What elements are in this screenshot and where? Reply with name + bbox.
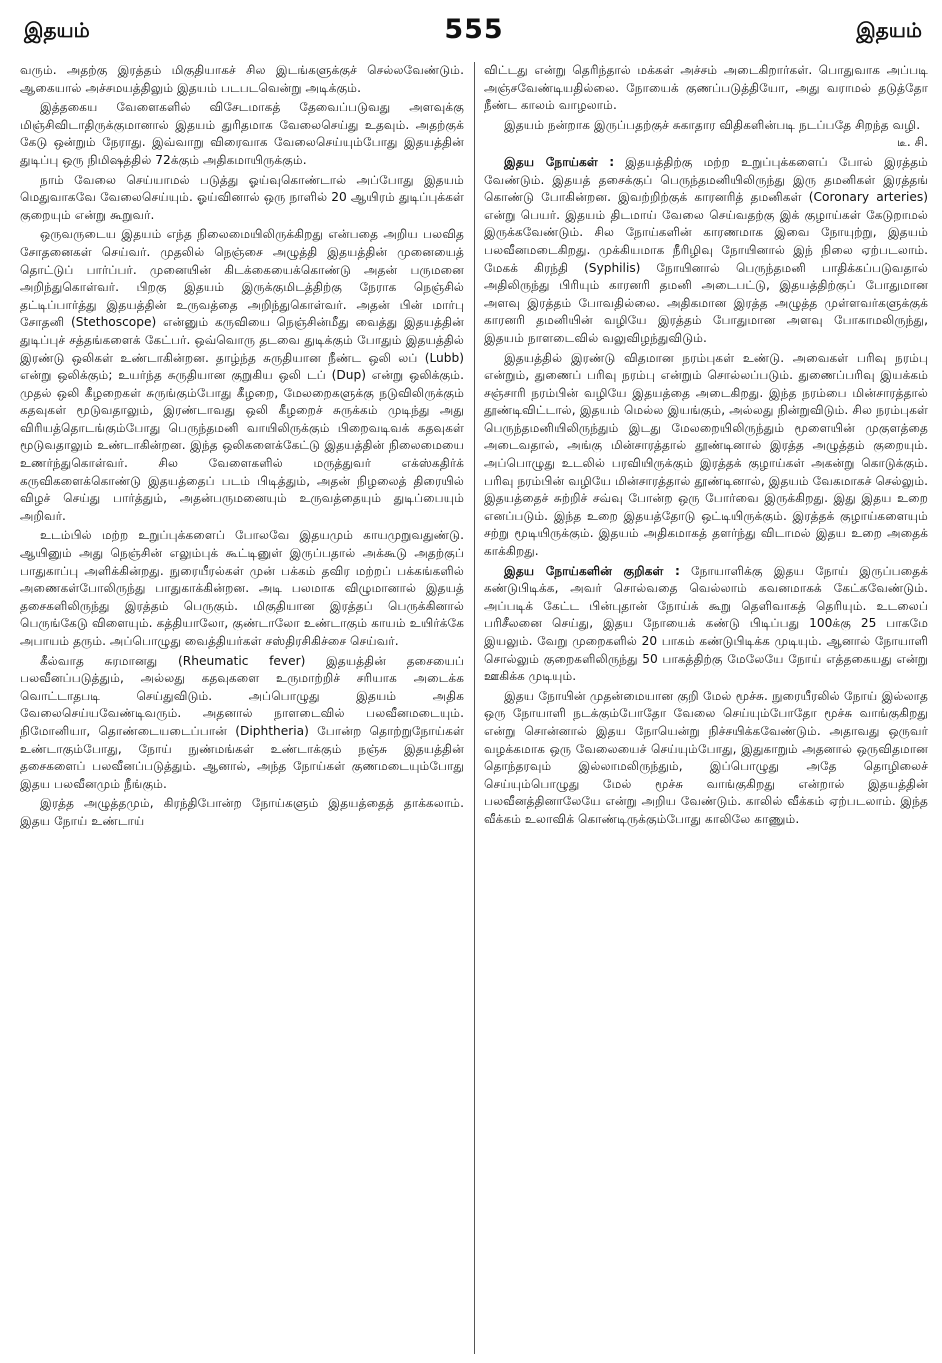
paragraph: இதயம் நன்றாக இருப்பதற்குச் சுகாதார விதிகளின்படி நடப்பதே சிறந்த வழி. xyxy=(504,117,921,132)
section-body: இதயத்திற்கு மற்ற உறுப்புக்களைப் போல் இரத்தம் வேண்டும். இதயத் தசைக்குப் பெருந்தமனியிலிருந்து இரு தமனிகள் இரத்தங் கொண்டு போகின்றன. இவற்றிற்குக் காரனரித் தமனிகள் (Coronary arteries) என்று பெயர். இதயம் திடமாய் வேலை செய்வதற்கு இக் குழாய்கள் கேடுறாமல் இருக்கவேண்டும். சில நோய்களின் காரணமாக இவை நோயுற்று, இதயம் பலவீனமடைகிறது. முக்கியமாக நீரிழிவு நோயினால் இந் நிலை ஏற்படலாம். மேகக் கிரந்தி (Syphilis) நோயினால் பெருந்தமனி பாதிக்கப்படுவதால் அதிலிருந்து பிரியும் காரனரி தமனி அடைபட்டு, இதயத்திற்குப் போதுமான அளவு இரத்தம் போவதில்லை. அதிகமான இரத்த அழுத்த முள்ளவர்களுக்குக் காரனரி தமனியின் வழியே இரத்தம் போதுமான அளவு போகாமலிருந்து, இதயம் நாளடைவில் வலுவிழந்துவிடும். xyxy=(484,154,928,345)
paragraph: வரும். அதற்கு இரத்தம் மிகுதியாகச் சில இடங்களுக்குச் செல்லவேண்டும். ஆகையால் அச்சமயத்திலும் இதயம் படபடவென்று அடிக்கும். xyxy=(20,63,464,95)
paragraph: இத்தகைய வேளைகளில் விசேடமாகத் தேவைப்படுவது அளவுக்கு மிஞ்சிவிடாதிருக்குமானால் இதயம் துரிதமாக வேலைசெய்து உதவும். அதற்குக் கேடு ஒன்றும் நேராது. இவ்வாறு விரைவாக வேலைசெய்யும்போது இதயத்தின் துடிப்பு ஒரு நிமிஷத்தில் 72க்கும் அதிகமாயிருக்கும். xyxy=(20,100,464,167)
paragraph: கீல்வாத சுரமானது (Rheumatic fever) இதயத்தின் தசையைப் பலவீனப்படுத்தும், அல்லது கதவுகளை உருமாற்றிச் சரியாக அடைக்க வொட்டாதபடி செய்துவிடும். அப்பொழுது இதயம் அதிக வேலைசெய்யவேண்டிவரும். அதனால் நாளடைவில் பலவீனமடையும். நிமோனியா, தொண்டையடைப்பான் (Diphtheria) போன்ற தொற்றுநோய்கள் உண்டாகும்போது, நோய் நுண்மங்கள் உண்டாக்கும் நஞ்சு இதயத்தின் தசைகளைப் பலவீனப்படுத்தும். ஆனால், அந்த நோய்கள் குணமடையும்போது இதய பலவீனமும் நீங்கும். xyxy=(20,653,464,791)
section-body: நோயாளிக்கு இதய நோய் இருப்பதைக் கண்டுபிடிக்க, அவர் சொல்வதை வெல்லாம் கவனமாகக் கேட்கவேண்டும். அப்படிக் கேட்ட பின்புதான் நோய்க் கூறு தெளிவாகத் தெரியும். உடலைப் பரிசீலனை செய்து, இதய நோயைக் கண்டு பிடிப்பது 100க்கு 25 பாகமே இயலும். வேறு முறைகளில் 20 பாகம் கண்டுபிடிக்க முடியும். ஆனால் நோயாளி சொல்லும் குறைகளிலிருந்து 50 பாகத்திற்கு மேலேயே நோய் எத்தகையது என்று ஊகிக்க முடியும். xyxy=(484,563,928,684)
section-paragraph-heart-diseases xyxy=(484,154,928,348)
section-paragraph-symptoms xyxy=(484,563,928,686)
author-initials: டீ. சி. xyxy=(897,135,928,150)
running-title-right: இதயம் xyxy=(856,18,922,42)
paragraph: உடம்பில் மற்ற உறுப்புக்களைப் போலவே இதயமும் காயமுறுவதுண்டு. ஆயினும் அது நெஞ்சின் எலும்புக் கூட்டினுள் இருப்பதால் அக்கூடு அதற்குப் பாதுகாப்பு அளிக்கின்றது. நுரையீரல்கள் முன் பக்கம் தவிர மற்றப் பக்கங்களில் அணைகள்போலிருந்து பாதுகாக்கின்றன. அடி பலமாக விழுமானால் இதயத் தசைகளிலிருந்து இரத்தம் பெருகும். மிகுதியான இரத்தப் பெருக்கினால் பெருங்கேடு விளையும். கத்தியாலோ, குண்டாலோ உண்டாகும் காயம் உயிர்க்கே அபாயம் தரும். அப்பொழுது வைத்தியர்கள் சஸ்திரசிகிச்சை செய்வர். xyxy=(20,528,464,648)
text-columns xyxy=(20,62,928,1357)
page-header xyxy=(20,8,928,44)
paragraph: நாம் வேலை செய்யாமல் படுத்து ஓய்வுகொண்டால் அப்போது இதயம் மெதுவாகவே வேலைசெய்யும். ஓய்வினால் ஒரு நாளில் 20 ஆயிரம் துடிப்புக்கள் குறையும் என்று கூறுவர். xyxy=(20,172,464,222)
paragraph: இதயத்தில் இரண்டு விதமான நரம்புகள் உண்டு. அவைகள் பரிவு நரம்பு என்றும், துணைப் பரிவு நரம்பு என்றும் சொல்லப்படும். துணைப்பரிவு இயக்கம் சஞ்சாரி நரம்பின் வழியே இதயத்தை அடைகிறது. இந்த நரம்பை மின்சாரத்தால் தூண்டிவிட்டால், இதயம் மெல்ல இயங்கும், அல்லது நின்றுவிடும். சில நரம்புகள் பெருந்தமனியிலிருந்தும் இடது மேலறையிலிருந்தும் மூளையின் முகுளத்தை அடைவதால், அங்கு மின்சாரத்தால் தூண்டினால் இரத்த அழுத்தம் குறையும். அப்பொழுது உடலில் பரவியிருக்கும் இரத்தக் குழாய்கள் அகன்று கொடுக்கும். பரிவு நரம்பின் வழியே மின்சாரத்தால் தூண்டினால், இதயம் வேகமாகச் செல்லும். இதயத்தைச் சுற்றிச் சவ்வு போன்ற ஒரு போர்வை இருக்கிறது. இது இதய உறை எனப்படும். இந்த உறை இதயத்தோடு ஒட்டியிருக்கும். இரத்தக் குழாய்களையும் சற்று மூடியிருக்கும். இதயம் அதிகமாகத் தளர்ந்து விடாமல் இதய உறை அதைக் காக்கிறது. xyxy=(484,350,928,559)
left-column xyxy=(20,62,464,1357)
paragraph: இரத்த அழுத்தமும், கிரந்திபோன்ற நோய்களும் இதயத்தைத் தாக்கலாம். இதய நோய் உண்டாய் xyxy=(20,796,464,828)
page-number: 555 xyxy=(444,14,504,45)
paragraph: இதய நோயின் முதன்மையான குறி மேல் மூச்சு. நுரையீரலில் நோய் இல்லாத ஒரு நோயாளி நடக்கும்போதோ வேலை செய்யும்போதோ மூச்சு வாங்குகிறது என்று சொன்னால் இதய நோயென்று நிச்சயிக்கவேண்டும். அதாவது ஒருவர் வழக்கமாக ஒரு வேலையைச் செய்யும்போது, இதுகாறும் அதனால் ஒருவிதமான தொந்தரவும் இல்லாமலிருந்தும், இப்பொழுது அதே தொழிலைச் செய்யும்பொழுது மேல் மூச்சு வாங்குகிறது என்றால் இதயத்தின் பலவீனத்தினாலேயே என்று அறிய வேண்டும். காலில் வீக்கம் ஏற்படலாம். இந்த வீக்கம் உலாவிக் கொண்டிருக்கும்போது காலிலே காணும். xyxy=(484,688,928,826)
running-title-left: இதயம் xyxy=(24,18,90,42)
section-heading: இதய நோய்கள் : xyxy=(504,154,615,169)
right-column xyxy=(484,62,928,1357)
paragraph: விட்டது என்று தெரிந்தால் மக்கள் அச்சம் அடைகிறார்கள். பொதுவாக அப்படி அஞ்சவேண்டியதில்லை. நோயைக் குணப்படுத்தியோ, அது வராமல் தடுத்தோ நீண்ட காலம் வாழலாம். xyxy=(484,63,928,113)
paragraph: ஒருவருடைய இதயம் எந்த நிலைமையிலிருக்கிறது என்பதை அறிய பலவித சோதனைகள் செய்வர். முதலில் நெஞ்சை அழுத்தி இதயத்தின் முனையைத் தொட்டுப் பார்ப்பர். முனையின் கிடக்கையைக்கொண்டு அதன் பருமனை அறிந்துகொள்வர். பிறகு இதயம் இருக்குமிடத்திற்கு நேராக நெஞ்சில் தட்டிப்பார்த்து இதயத்தின் உருவத்தை அறிந்துகொள்வர். அதன் பின் மார்பு சோதனி (Stethoscope) என்னும் கருவியை நெஞ்சின்மீது வைத்து இதயத்தின் துடிப்புச் சத்தங்களைக் கேட்பர். ஒவ்வொரு தடவை துடிக்கும் போதும் இதயத்தில் இரண்டு ஒலிகள் உண்டாகின்றன. தாழ்ந்த சுருதியான நீண்ட ஒலி லப் (Lubb) என்று ஒலிக்கும்; உயர்ந்த சுருதியான குறுகிய ஒலி டப் (Dup) என்று ஒலிக்கும். முதல் ஒலி கீழறைகள் சுருங்கும்போது கீழறை, மேலறைகளுக்கு நடுவிலிருக்கும் கதவுகள் மூடுவதாலும், இரண்டாவது ஒலி கீழறைச் சுருக்கம் முடிந்து அது விரியத்தொடங்கும்போது பெருந்தமனி வாயிலிருக்கும் பிறைவடிவக் கதவுகள் மூடுவதாலும் உண்டாகின்றன. இந்த ஒலிகளைக்கேட்டு இதயத்தின் நிலைமையை உணர்ந்துகொள்வர். சில வேளைகளில் மருத்துவர் எக்ஸ்கதிர்க் கருவிகளைக்கொண்டு இதயத்தைப் படம் பிடித்தும், அதன் நிழலைத் திரையில் விழச் செய்து பார்த்தும், அதன்பருமனையும் உருவத்தையும் துடிப்பையும் அறிவர். xyxy=(20,227,464,523)
section-heading: இதய நோய்களின் குறிகள் : xyxy=(504,563,680,578)
